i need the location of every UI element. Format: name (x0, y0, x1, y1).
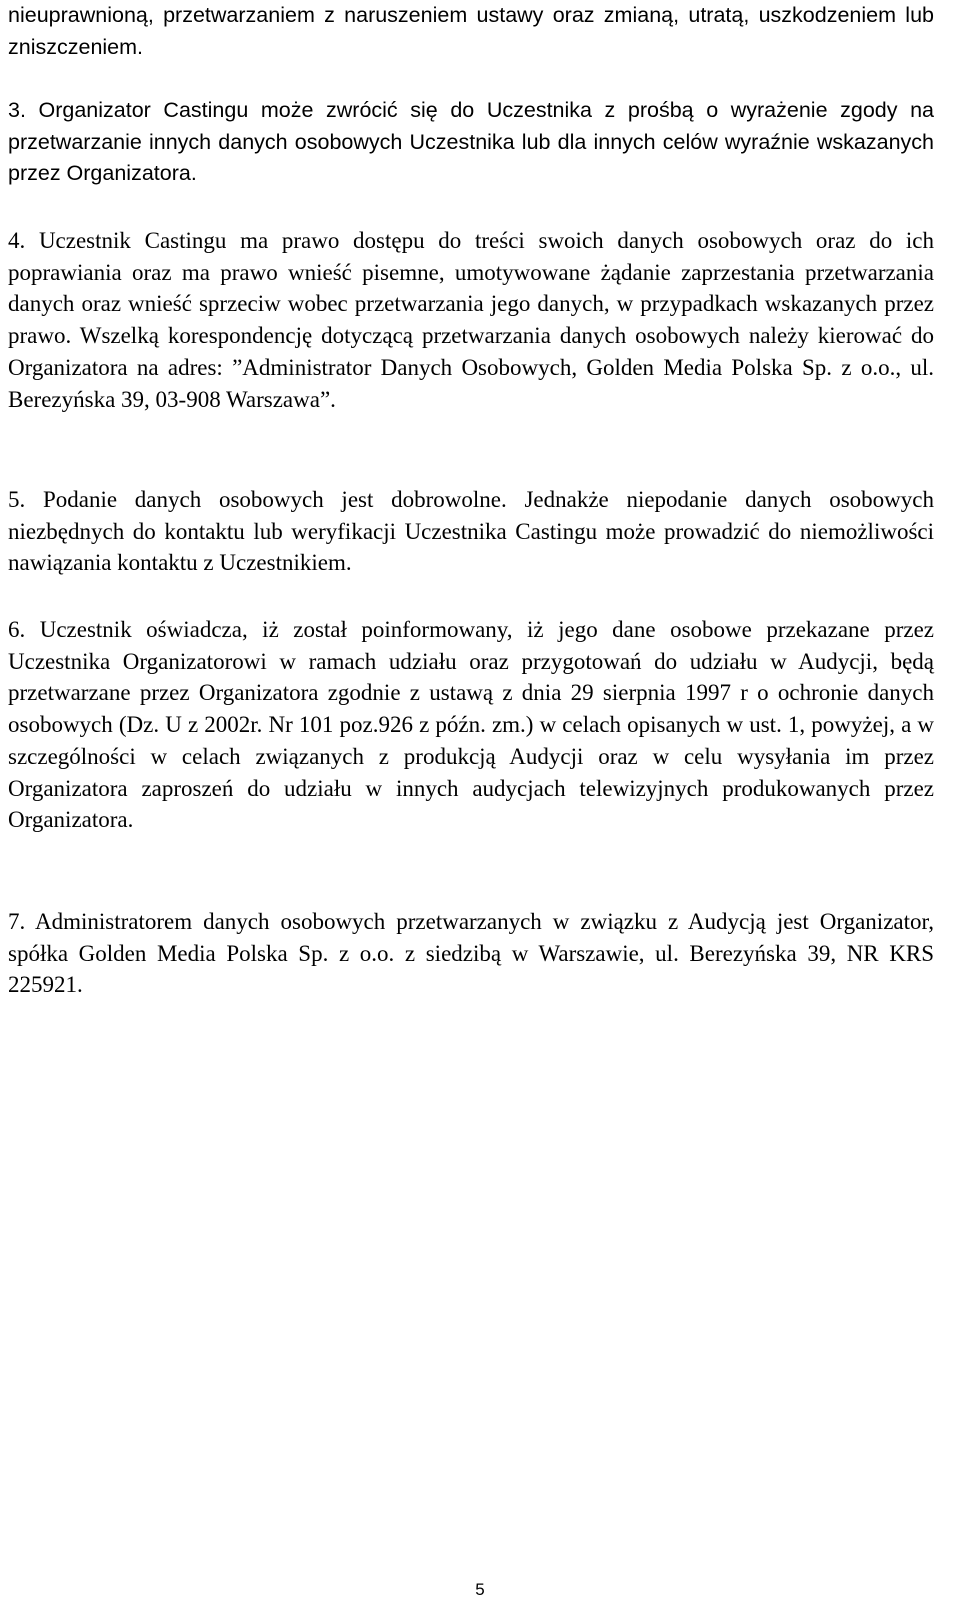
paragraph-3: 3. Organizator Castingu może zwrócić się do Uczestnika z prośbą o wyrażenie zgody na przetwarzanie innych danych osobowych Uczestnika lub dla innych celów wyraźnie wskazanych przez Organizatora. (8, 98, 934, 186)
page-number: 5 (475, 1580, 485, 1599)
paragraph-intro: nieuprawnioną, przetwarzaniem z naruszeniem ustawy oraz zmianą, utratą, uszkodzeniem lub zniszczeniem. (8, 3, 934, 59)
paragraph-6: 6. Uczestnik oświadcza, iż został poinformowany, iż jego dane osobowe przekazane przez Uczestnika Organizatorowi w ramach udziału oraz przygotowań do udziału w Audycji, będą przetwarzane przez Organizatora zgodnie z ustawą z dnia 29 sierpnia 1997 r o ochronie danych osobowych (Dz. U z 2002r. Nr 101 poz.926 z późn. zm.) w celach opisanych w ust. 1, powyżej, a w szczególności w celach związanych z produkcją Audycji oraz w celu wysyłania im przez Organizatora zaproszeń do udziału w innych audycjach telewizyjnych produkowanych przez Organizatora. (8, 617, 934, 833)
paragraph-4: 4. Uczestnik Castingu ma prawo dostępu do treści swoich danych osobowych oraz do ich poprawiania oraz ma prawo wnieść pisemne, umotywowane żądanie zaprzestania przetwarzania danych oraz wnieść sprzeciw wobec przetwarzania jego danych, w przypadkach wskazanych przez prawo. Wszelką korespondencję dotyczącą przetwarzania danych osobowych należy kierować do Organizatora na adres: ”Administrator Danych Osobowych, Golden Media Polska Sp. z o.o., ul. Berezyńska 39, 03-908 Warszawa”. (8, 228, 934, 412)
paragraph-5: 5. Podanie danych osobowych jest dobrowolne. Jednakże niepodanie danych osobowych niezbędnych do kontaktu lub weryfikacji Uczestnika Castingu może prowadzić do niemożliwości nawiązania kontaktu z Uczestnikiem. (8, 487, 934, 576)
paragraph-7: 7. Administratorem danych osobowych przetwarzanych w związku z Audycją jest Organizator, spółka Golden Media Polska Sp. z o.o. z siedzibą w Warszawie, ul. Berezyńska 39, NR KRS 225921. (8, 909, 934, 998)
